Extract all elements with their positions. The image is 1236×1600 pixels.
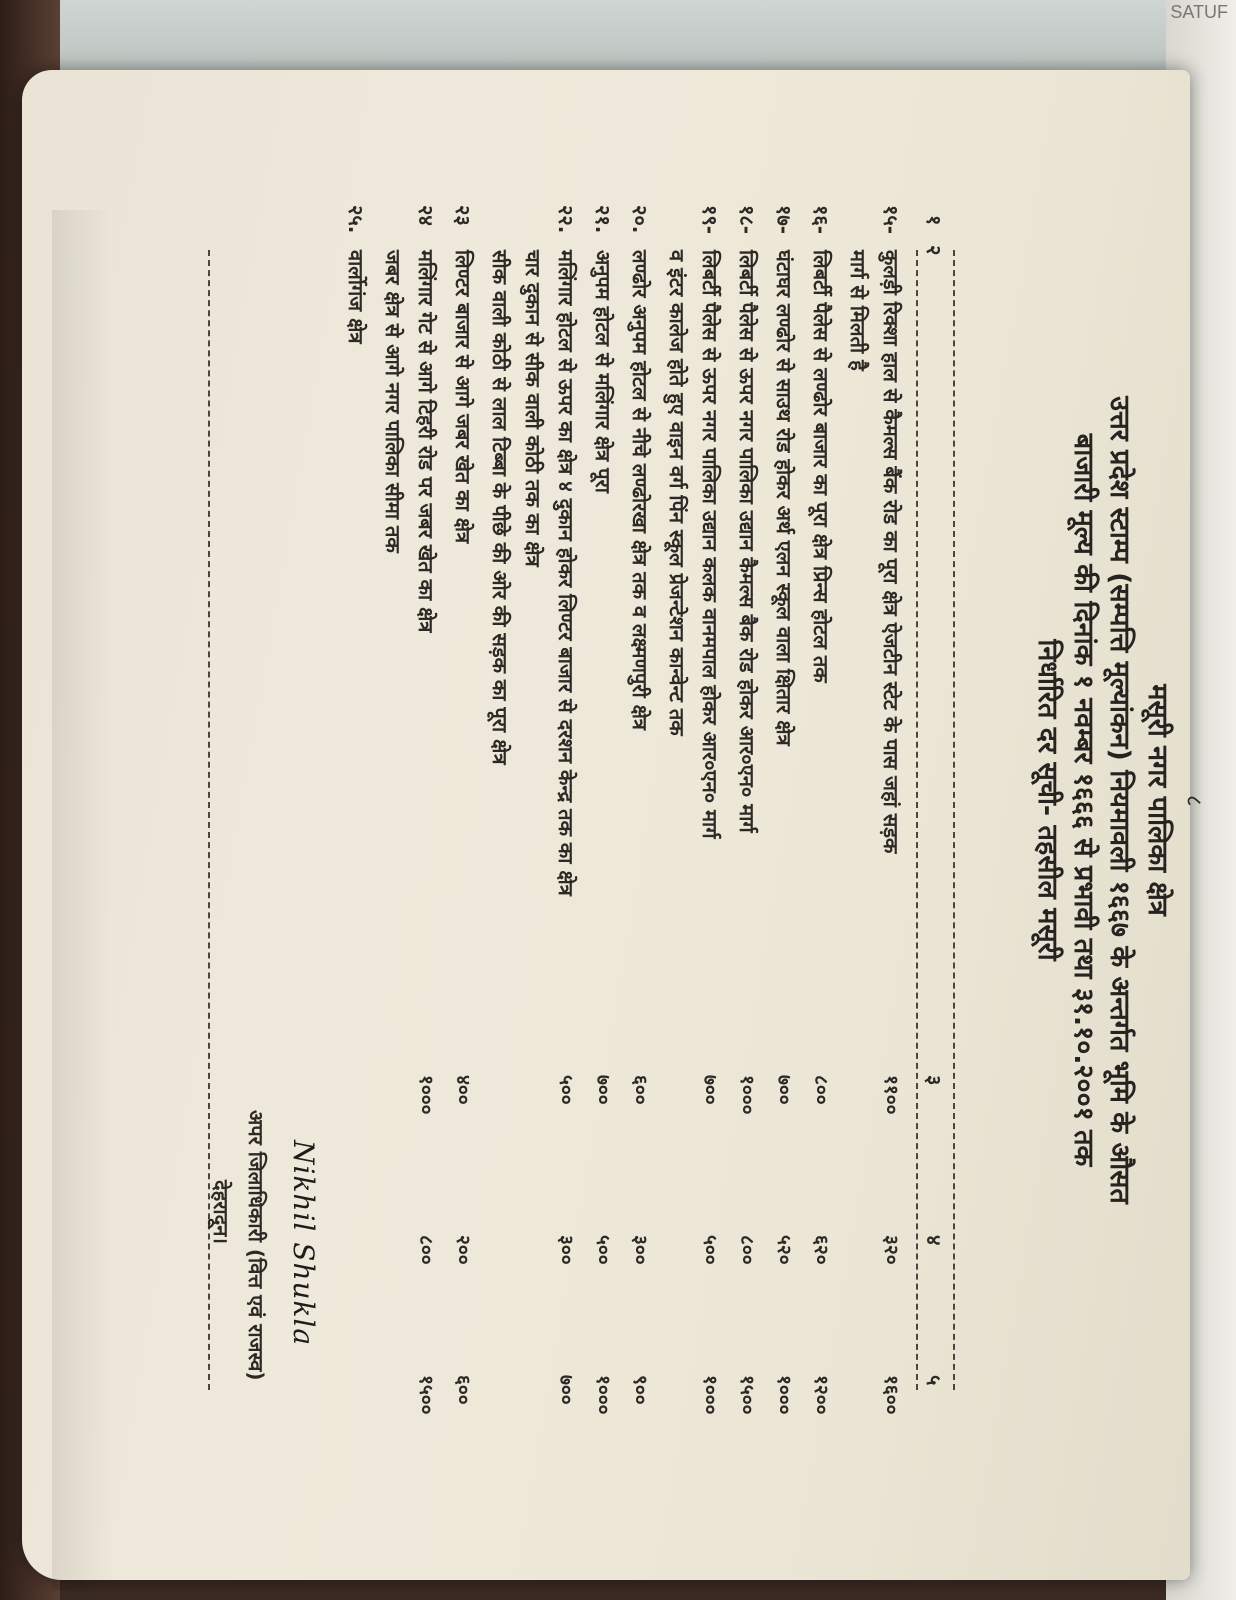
row-description: लिबर्टी पैलेस से लण्ढोर बाजार का पूरा क्षेत्र प्रिन्स होटल तक — [809, 250, 833, 683]
row-description: वार्लोगंज क्षेत्र — [344, 250, 368, 344]
title-line-1: मसूरी नगर पालिका क्षेत्र — [1142, 684, 1173, 916]
row-description: लिबर्टी पैलेस से ऊपर नगर पालिका उद्यान कलक वानमपाल होकर आर०एन० मार्ग — [698, 250, 722, 839]
rate-value-v5: ९०० — [629, 1375, 651, 1405]
rate-value-v3: ८०० — [810, 1075, 832, 1105]
rate-value-v4: ८०० — [415, 1235, 437, 1265]
title-line-2: उत्तर प्रदेश स्टाम्प (सम्पत्ति मूल्यांकन) नियमावली १६६७ के अन्तर्गत भूमि के औसत — [1104, 396, 1135, 1204]
rate-value-v4: ८०० — [736, 1235, 758, 1265]
rate-value-v5: १५०० — [415, 1375, 437, 1415]
row-description: व इंटर कालेज होते हुए वाइन वर्ग पिंन स्कूल प्रेजन्टेशन कान्वेन्ट तक — [665, 250, 689, 736]
rate-value-v5: ६०० — [452, 1375, 474, 1405]
rotated-document-content — [10, 0, 1210, 1600]
row-number: १६- — [809, 205, 833, 235]
rate-value-v4: ३०० — [629, 1235, 651, 1265]
rate-value-v5: १००० — [773, 1375, 795, 1415]
rate-value-v4: ३२० — [880, 1235, 902, 1265]
signatory-location: देहरादून। — [209, 1180, 233, 1244]
rate-value-v4: ५०० — [592, 1235, 614, 1265]
row-description: मलिंगार होटल से ऊपर का क्षेत्र ४ दुकान होकर लिण्टर बाजार से दरशन केन्द्र तक का क्षेत्र — [554, 250, 578, 896]
rate-value-v3: १००० — [415, 1075, 437, 1115]
row-number: २१. — [591, 205, 615, 234]
row-number: २४ — [414, 205, 438, 226]
row-number: १८- — [735, 205, 759, 235]
col-header-3: ३ — [922, 1075, 946, 1086]
title-line-3: बाजारी मूल्य की दिनांक १ नवम्बर १६६६ से प्रभावी तथा ३१.१०.२००१ तक — [1068, 433, 1099, 1167]
rate-value-v3: ७०० — [699, 1075, 721, 1105]
row-number: २३ — [451, 205, 475, 226]
row-description: कुलड़ी रिक्शा हाल से कैमल्स बैंक रोड का पूरा क्षेत्र ऐजटीन स्टेट के पास जहां सड़क — [879, 250, 903, 854]
row-number: २२. — [554, 205, 578, 234]
row-number: १७- — [772, 205, 796, 235]
rate-value-v5: १२०० — [810, 1375, 832, 1415]
row-description: जबर क्षेत्र से आगे नगर पालिका सीमा तक — [381, 250, 405, 553]
row-description: लण्ढोर अनुपम होटल से नीचे लण्ढोरखा क्षेत्र तक व लक्ष्मणपुरी क्षेत्र — [628, 250, 652, 730]
rate-value-v5: १५०० — [736, 1375, 758, 1415]
rate-value-v3: ४०० — [452, 1075, 474, 1105]
col-header-4: ४ — [922, 1235, 946, 1246]
rate-value-v5: १६०० — [880, 1375, 902, 1415]
row-number: २५. — [344, 205, 368, 234]
corner-text: SATUF — [1170, 2, 1228, 22]
rate-value-v3: १००० — [736, 1075, 758, 1115]
handwritten-signature: Nikhil Shukla — [287, 1140, 320, 1347]
rate-value-v3: ७०० — [773, 1075, 795, 1105]
row-description: लिण्टर बाजार से आगे जबर खेत का क्षेत्र — [451, 250, 475, 544]
page-mark: ८ — [1181, 795, 1206, 807]
title-line-4: निर्धारित दर सूची- तहसील मसूरी — [1032, 639, 1063, 961]
rate-value-v5: ७०० — [555, 1375, 577, 1405]
col-header-5: ५ — [922, 1375, 946, 1386]
row-number: २०. — [628, 205, 652, 234]
row-description: मार्ग से मिलती है — [846, 250, 870, 371]
row-description: लिबर्टी पैलेस से ऊपर नगर पालिका उद्यान कैमल्स बैक रोड होकर आर०एन० मार्ग — [735, 250, 759, 833]
rate-value-v3: ५०० — [555, 1075, 577, 1105]
rate-value-v4: ५०० — [699, 1235, 721, 1265]
rate-value-v4: ५२० — [773, 1235, 795, 1265]
rate-value-v5: १००० — [699, 1375, 721, 1415]
rate-value-v5: १००० — [592, 1375, 614, 1415]
rate-value-v3: ६०० — [629, 1075, 651, 1105]
col-header-2: २ — [922, 245, 946, 256]
rate-value-v3: ११०० — [880, 1075, 902, 1115]
rate-value-v4: ३०० — [555, 1235, 577, 1265]
row-description: चार दुकान से सीक वाली कोठी तक का क्षेत्र — [521, 250, 545, 567]
rule-header — [916, 250, 918, 1390]
row-description: घंटाघर लण्ढोर से साउथ रोड होकर अर्थ एलन स्कूल वाला क्षितार क्षेत्र — [772, 250, 796, 746]
col-header-1: १ — [922, 215, 946, 226]
row-number: १५- — [879, 205, 903, 235]
rate-value-v4: २०० — [452, 1235, 474, 1265]
row-description: सीक वाली कोठी से लाल टिब्बा के पीछे की ओर की सड़क का पूरा क्षेत्र — [488, 250, 512, 765]
row-description: अनुपम होटल से मलिंगार क्षेत्र पूरा — [591, 250, 615, 493]
row-number: १९- — [698, 205, 722, 235]
rate-value-v3: ७०० — [592, 1075, 614, 1105]
row-description: मलिंगार गेट से आगे टिहरी रोड पर जबर खेत का क्षेत्र — [414, 250, 438, 633]
rule-top — [953, 250, 955, 1390]
rate-value-v4: ६२० — [810, 1235, 832, 1265]
signatory-title: अपर जिलाधिकारी (वित्त एवं राजस्व) — [244, 1110, 268, 1381]
